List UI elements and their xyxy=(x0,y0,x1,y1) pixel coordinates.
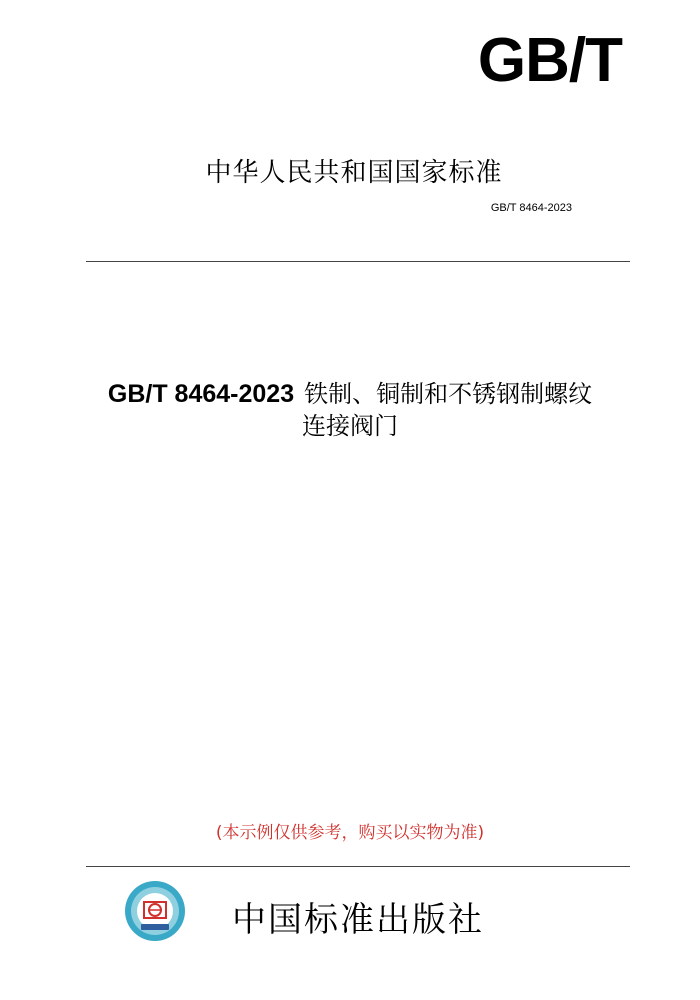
org-title: 中华人民共和国国家标准 xyxy=(205,158,503,188)
document-title xyxy=(0,378,700,442)
standard-code: GB/T 8464-2023 xyxy=(490,202,572,214)
document-title-line2: 连接阀门 xyxy=(302,412,398,440)
sample-notice: (本示例仅供参考，购买以实物为准) xyxy=(215,823,485,843)
document-title-code: GB/T 8464-2023 xyxy=(107,380,295,408)
document-title-text: 铁制、铜制和不锈钢制螺纹 xyxy=(304,380,593,408)
publisher-seal-icon xyxy=(124,880,186,942)
publisher-name: 中国标准出版社 xyxy=(232,900,484,940)
top-divider xyxy=(86,261,630,262)
document-title-line1 xyxy=(0,378,700,410)
gbt-logo: GB/T xyxy=(477,26,622,95)
bottom-divider xyxy=(86,866,630,867)
